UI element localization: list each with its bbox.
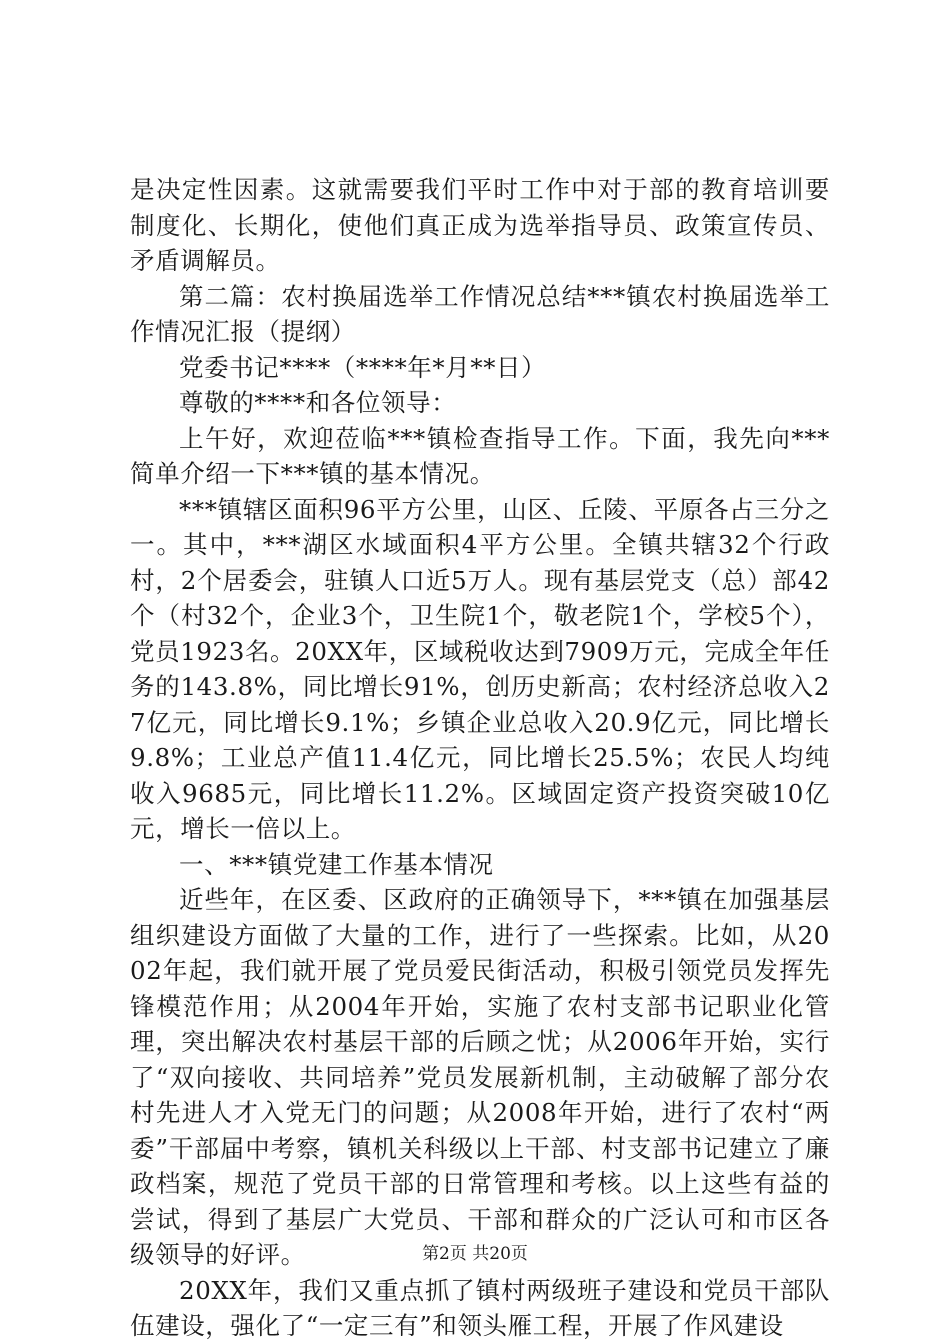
paragraph-1: 是决定性因素。这就需要我们平时工作中对于部的教育培训要制度化、长期化，使他们真正成为选举指导员、政策宣传员、矛盾调解员。 xyxy=(130,175,830,275)
paragraph-6-overview: ***镇辖区面积96平方公里，山区、丘陵、平原各占三分之一。其中，***湖区水域面积4平方公里。全镇共辖32个行政村，2个居委会，驻镇人口近5万人。现有基层党支（总）部42个（村32个，企业3个，卫生院1个，敬老院1个，学校5个），党员1923名。20XX年，区域税收达到7909万元，完成全年任务的143.8%，同比增长91%，创历史新高；农村经济总收入27亿元，同比增长9.1%；乡镇企业总收入20.9亿元，同比增长9.8%；工业总产值11.4亿元，同比增长25.5%；农民人均纯收入9685元，同比增长11.2%。区域固定资产投资突破10亿元，增长一倍以上。 xyxy=(130,494,830,843)
paragraph-9-current-year: 20XX年，我们又重点抓了镇村两级班子建设和党员干部队伍建设，强化了“一定三有”和领头雁工程，开展了作风建设 xyxy=(130,1275,830,1340)
paragraph-3-author: 党委书记****（****年*月**日） xyxy=(179,352,547,382)
paragraph-7-section-heading: 一、***镇党建工作基本情况 xyxy=(179,849,494,879)
paragraph-8-history: 近些年，在区委、区政府的正确领导下，***镇在加强基层组织建设方面做了大量的工作，进行了一些探索。比如，从2002年起，我们就开展了党员爱民街活动，积极引领党员发挥先锋模范作用；从2004年开始，实施了农村支部书记职业化管理，突出解决农村基层干部的后顾之忧；从2006年开始，实行了“双向接收、共同培养”党员发展新机制，主动破解了部分农村先进人才入党无门的问题；从2008年开始，进行了农村“两委”干部届中考察，镇机关科级以上干部、村支部书记建立了廉政档案，规范了党员干部的日常管理和考核。以上这些有益的尝试，得到了基层广大党员、干部和群众的广泛认可和市区各级领导的好评。 xyxy=(130,885,830,1269)
paragraph-5-greeting: 上午好，欢迎莅临***镇检查指导工作。下面，我先向***简单介绍一下***镇的基本情况。 xyxy=(130,423,830,488)
paragraph-2-heading: 第二篇：农村换届选举工作情况总结***镇农村换届选举工作情况汇报（提纲） xyxy=(130,281,830,346)
paragraph-4-salutation: 尊敬的****和各位领导： xyxy=(179,388,457,417)
document-body xyxy=(130,172,830,1344)
page-footer: 第2页 共20页 xyxy=(422,1244,528,1264)
